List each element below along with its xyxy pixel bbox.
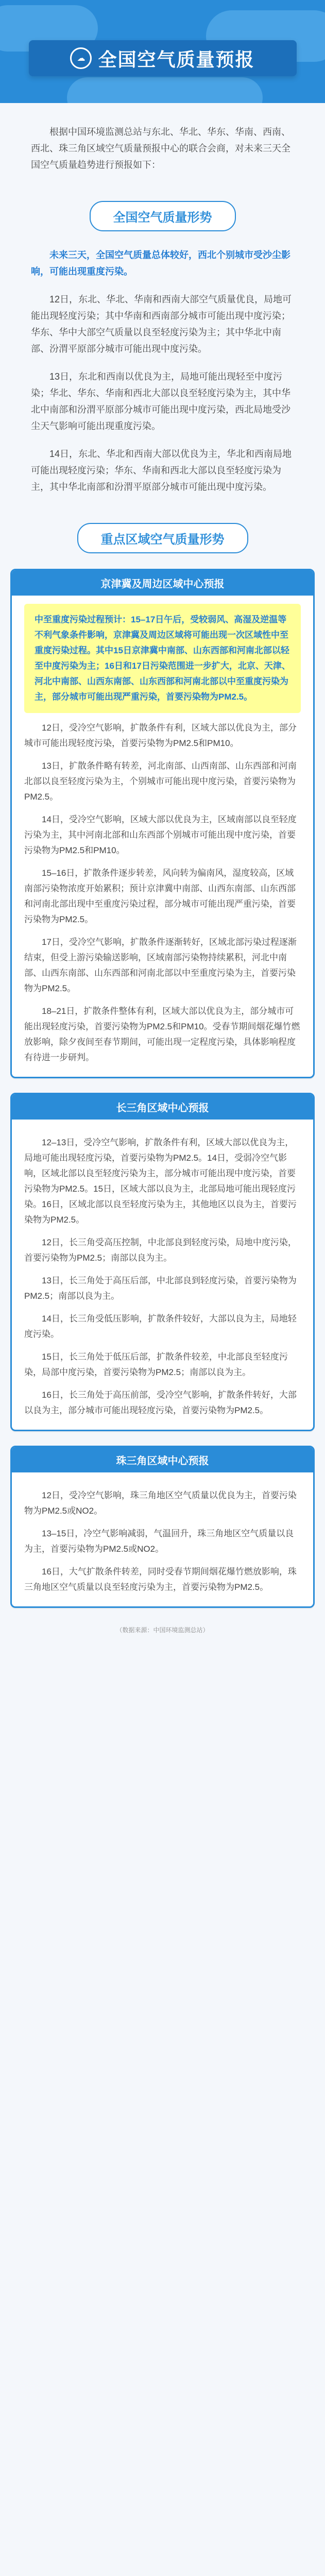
region-title: 长三角区域中心预报 — [12, 1094, 313, 1120]
region-card-jingjinji — [10, 569, 315, 1078]
region-paragraph: 13–15日，冷空气影响减弱，气温回升，珠三角地区空气质量以良为主，首要污染物为PM2.5或NO2。 — [24, 1529, 294, 1554]
region-paragraph: 12日，受冷空气影响，珠三角地区空气质量以优良为主，首要污染物为PM2.5或NO2。 — [24, 1490, 297, 1516]
page-title-bar — [29, 40, 297, 76]
region-paragraph: 18–21日，扩散条件整体有利，区域大部以优良为主，部分城市可能出现轻度污染，首要污染物为PM2.5和PM10。受春节期间烟花爆竹燃放影响，除夕夜间至春节期间，可能出现一定程度污染，具体影响程度有待进一步研判。 — [24, 1006, 300, 1062]
regional-section-header — [0, 523, 325, 553]
footer-source: （数据来源：中国环境监测总站） — [116, 1626, 209, 1634]
national-paragraph-2: 13日，东北和西南以优良为主，局地可能出现轻至中度污染；华北、华东、华南和西北大部以良至轻度污染为主，其中华北中南部和汾渭平原部分城市可能出现中度污染，西北局地受沙尘天气影响可能出现重度污染。 — [31, 371, 290, 431]
region-paragraph: 13日，长三角处于高压后部，中北部良到轻度污染，首要污染物为PM2.5；南部以良为主。 — [24, 1276, 297, 1301]
air-quality-icon: ☁ — [70, 47, 92, 69]
region-title: 京津冀及周边区域中心预报 — [12, 570, 313, 596]
region-card-pearl-river — [10, 1446, 315, 1608]
region-paragraph: 14日，长三角受低压影响，扩散条件较好，大部以良为主，局地轻度污染。 — [24, 1314, 297, 1339]
region-paragraph: 12日，受冷空气影响，扩散条件有利，区域大部以优良为主，部分城市可能出现轻度污染，首要污染物为PM2.5和PM10。 — [24, 723, 297, 748]
national-paragraph-3: 14日，东北、华北和西南大部以优良为主，华北和西南局地可能出现轻度污染；华东、华南和西北大部以良至轻度污染为主，其中华北南部和汾渭平原部分城市可能出现中度污染。 — [31, 449, 292, 492]
national-highlight: 未来三天，全国空气质量总体较好，西北个别城市受沙尘影响，可能出现重度污染。 — [31, 250, 290, 277]
header-banner — [0, 0, 325, 103]
region-paragraph: 17日，受冷空气影响，扩散条件逐渐转好，区域北部污染过程逐渐结束，但受上游污染输送影响，区域南部污染物持续累积，河北中南部、山西东南部、山东西部和河南北部以中至重度污染为主，首要污染物为PM2.5。 — [24, 937, 297, 993]
region-paragraph: 16日，长三角处于高压前部，受冷空气影响，扩散条件转好，大部以良为主，部分城市可能出现轻度污染，首要污染物为PM2.5。 — [24, 1390, 297, 1415]
region-title: 珠三角区域中心预报 — [12, 1447, 313, 1472]
page-title: 全国空气质量预报 — [98, 48, 255, 70]
region-paragraph: 14日，受冷空气影响，区域大部以优良为主，区域南部以良至轻度污染为主，其中河南北部和山东西部个别城市可能出现中度污染，首要污染物为PM2.5和PM10。 — [24, 815, 297, 855]
region-paragraph: 15–16日，扩散条件逐步转差，风向转为偏南风，湿度较高，区域南部污染物浓度开始累积；预计京津冀中南部、山西东南部、山东西部和河南北部出现中至重度污染过程，部分城市可能出现严重污染，首要污染物为PM2.5。 — [24, 868, 296, 924]
region-paragraph: 15日，长三角处于低压后部，扩散条件较差，中北部良至轻度污染，局部中度污染，首要污染物为PM2.5；南部以良为主。 — [24, 1352, 288, 1377]
intro-text: 根据中国环境监测总站与东北、华北、华东、华南、西南、西北、珠三角区域空气质量预报中心的联合会商，对未来三天全国空气质量趋势进行预报如下： — [31, 127, 290, 170]
region-card-yangtze — [10, 1093, 315, 1431]
national-section-title: 全国空气质量形势 — [90, 201, 236, 231]
region-paragraph: 12日，长三角受高压控制，中北部良到轻度污染，局地中度污染，首要污染物为PM2.5；南部以良为主。 — [24, 1238, 297, 1263]
national-paragraph-1: 12日，东北、华北、华南和西南大部空气质量优良，局地可能出现轻度污染；其中华南和西南部分城市可能出现中度污染；华东、华中大部空气质量以良至轻度污染为主；其中华北中南部、汾渭平原部分城市可能出现中度污染。 — [31, 294, 292, 354]
national-section-header — [0, 201, 325, 231]
region-paragraph: 12–13日，受冷空气影响，扩散条件有利，区域大部以优良为主，局地可能出现轻度污染，首要污染物为PM2.5。14日，受弱冷空气影响，区域北部以良至轻度污染为主，部分城市可能出现中度污染，首要污染物为PM2.5。15日，区域大部以良为主，北部局地可能出现轻度污染。16日，区域北部以良至轻度污染为主，其他地区以良为主，首要污染物为PM2.5。 — [24, 1138, 297, 1225]
region-paragraph: 13日，扩散条件略有转差，河北南部、山西南部、山东西部和河南北部以良至轻度污染为主，个别城市可能出现中度污染，首要污染物为PM2.5。 — [24, 761, 297, 802]
region-paragraph: 16日，大气扩散条件转差，同时受春节期间烟花爆竹燃放影响，珠三角地区空气质量以良至轻度污染为主，首要污染物为PM2.5。 — [24, 1567, 297, 1592]
region-callout: 中至重度污染过程预计：15–17日午后，受较弱风、高湿及逆温等不利气象条件影响，京津冀及周边区域将可能出现一次区域性中至重度污染过程。其中15日京津冀中南部、山东西部和河南北部以轻至中度污染为主；16日和17日污染范围进一步扩大，北京、天津、河北中南部、山西东南部、山东西部和河南北部以中至重度污染为主，部分城市可能出现严重污染，首要污染物为PM2.5。 — [24, 604, 301, 713]
regional-section-title: 重点区域空气质量形势 — [77, 523, 248, 553]
